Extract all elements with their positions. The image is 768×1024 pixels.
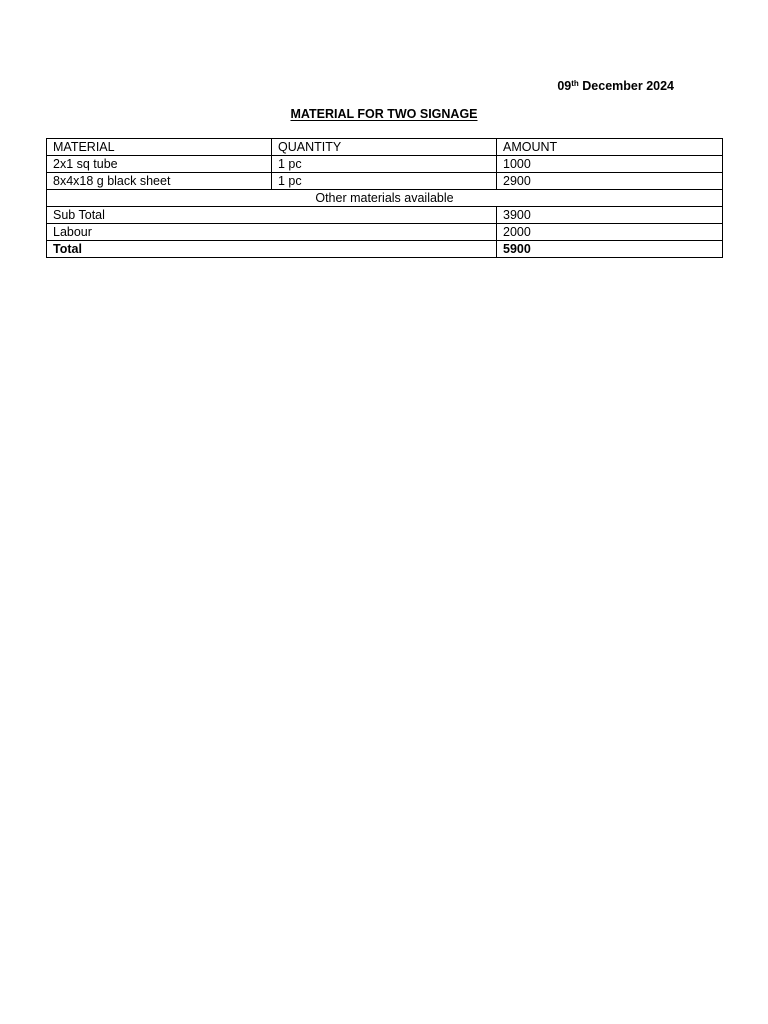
- subtotal-row: [47, 207, 723, 224]
- item-amount: 1000: [497, 156, 723, 173]
- item-amount: 2900: [497, 173, 723, 190]
- labour-amount: 2000: [497, 224, 723, 241]
- item-quantity: 1 pc: [272, 156, 497, 173]
- date-day: 09: [557, 79, 572, 93]
- total-amount: 5900: [497, 241, 723, 258]
- labour-row: [47, 224, 723, 241]
- date-suffix: th: [571, 79, 579, 88]
- subtotal-amount: 3900: [497, 207, 723, 224]
- materials-table: [46, 138, 723, 258]
- table-header-row: [47, 139, 723, 156]
- note-row: [47, 190, 723, 207]
- header-quantity: QUANTITY: [272, 139, 497, 156]
- other-materials-note: Other materials available: [47, 190, 723, 207]
- item-material: 2x1 sq tube: [47, 156, 272, 173]
- total-label: Total: [47, 241, 497, 258]
- subtotal-label: Sub Total: [47, 207, 497, 224]
- total-row: [47, 241, 723, 258]
- item-quantity: 1 pc: [272, 173, 497, 190]
- document-title: MATERIAL FOR TWO SIGNAGE: [290, 107, 478, 121]
- table-row: [47, 173, 723, 190]
- header-amount: AMOUNT: [497, 139, 723, 156]
- table-row: [47, 156, 723, 173]
- labour-label: Labour: [47, 224, 497, 241]
- item-material: 8x4x18 g black sheet: [47, 173, 272, 190]
- document-date: [557, 79, 674, 93]
- header-material: MATERIAL: [47, 139, 272, 156]
- date-month-year: December 2024: [578, 79, 674, 93]
